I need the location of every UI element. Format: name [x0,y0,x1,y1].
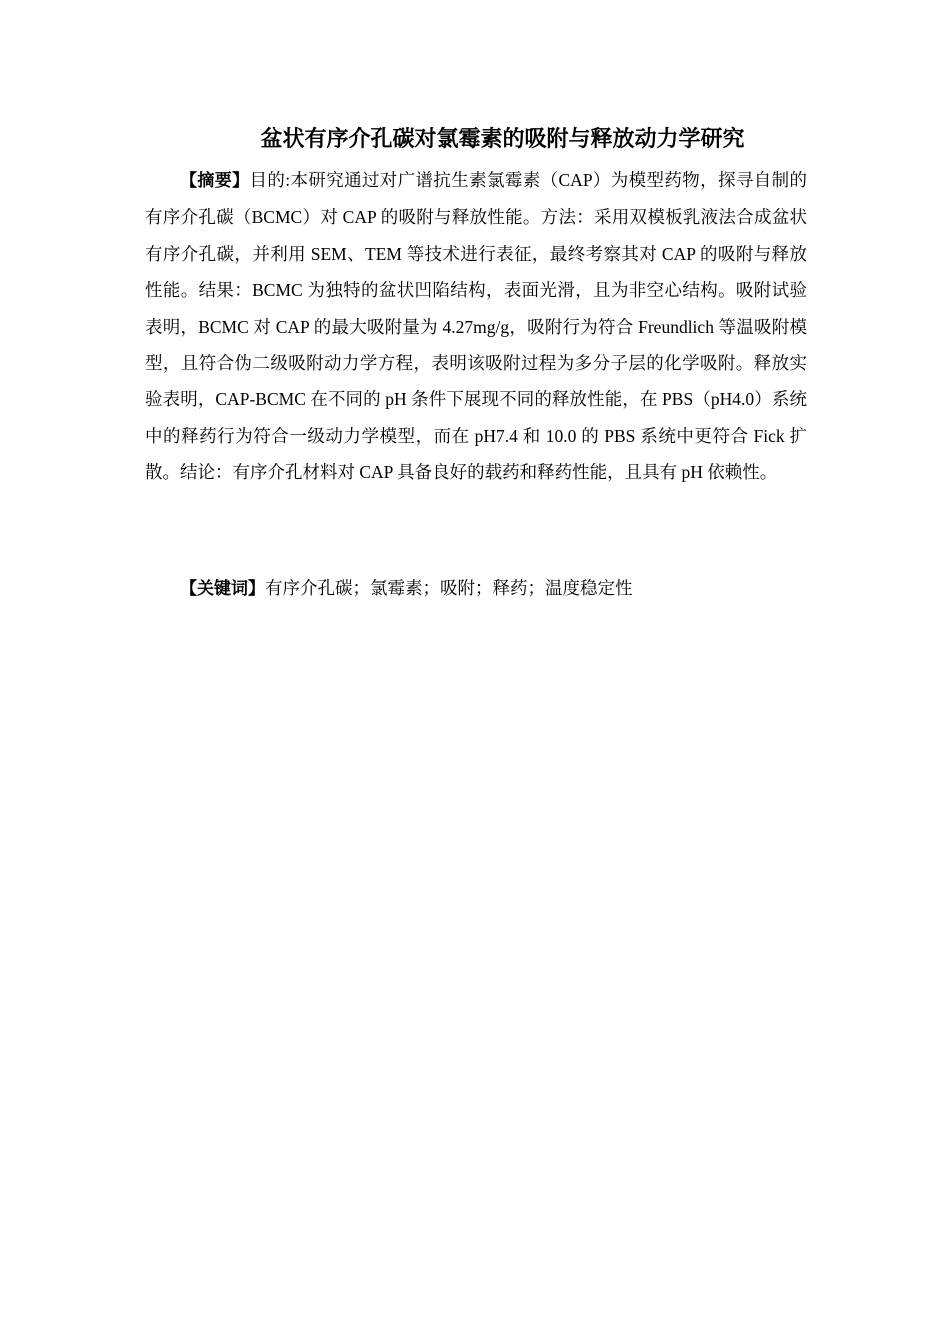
paper-title: 盆状有序介孔碳对氯霉素的吸附与释放动力学研究 [260,127,745,152]
keywords-paragraph [145,570,807,607]
keywords-text: 有序介孔碳；氯霉素；吸附；释药；温度稳定性 [265,578,633,598]
abstract-label: 【摘要】 [180,171,250,191]
abstract-paragraph [145,162,807,491]
keywords-label: 【关键词】 [180,579,265,599]
abstract-text: 目的:本研究通过对广谱抗生素氯霉素（CAP）为模型药物，探寻自制的有序介孔碳（BCMC）对 CAP 的吸附与释放性能。方法：采用双模板乳液法合成盆状有序介孔碳，并利用 SEM、TEM 等技术进行表征，最终考察其对 CAP 的吸附与释放性能。结果：BCMC 为独特的盆状凹陷结构，表面光滑，且为非空心结构。吸附试验表明，BCMC 对 CAP 的最大吸附量为 4.27mg/g，吸附行为符合 Freundlich 等温吸附模型，且符合伪二级吸附动力学方程，表明该吸附过程为多分子层的化学吸附。释放实验表明，CAP-BCMC 在不同的 pH 条件下展现不同的释放性能，在 PBS（pH4.0）系统中的释药行为符合一级动力学模型，而在 pH7.4 和 10.0 的 PBS 系统中更符合 Fick 扩散。结论：有序介孔材料对 CAP 具备良好的载药和释药性能，且具有 pH 依赖性。 [145,170,807,483]
